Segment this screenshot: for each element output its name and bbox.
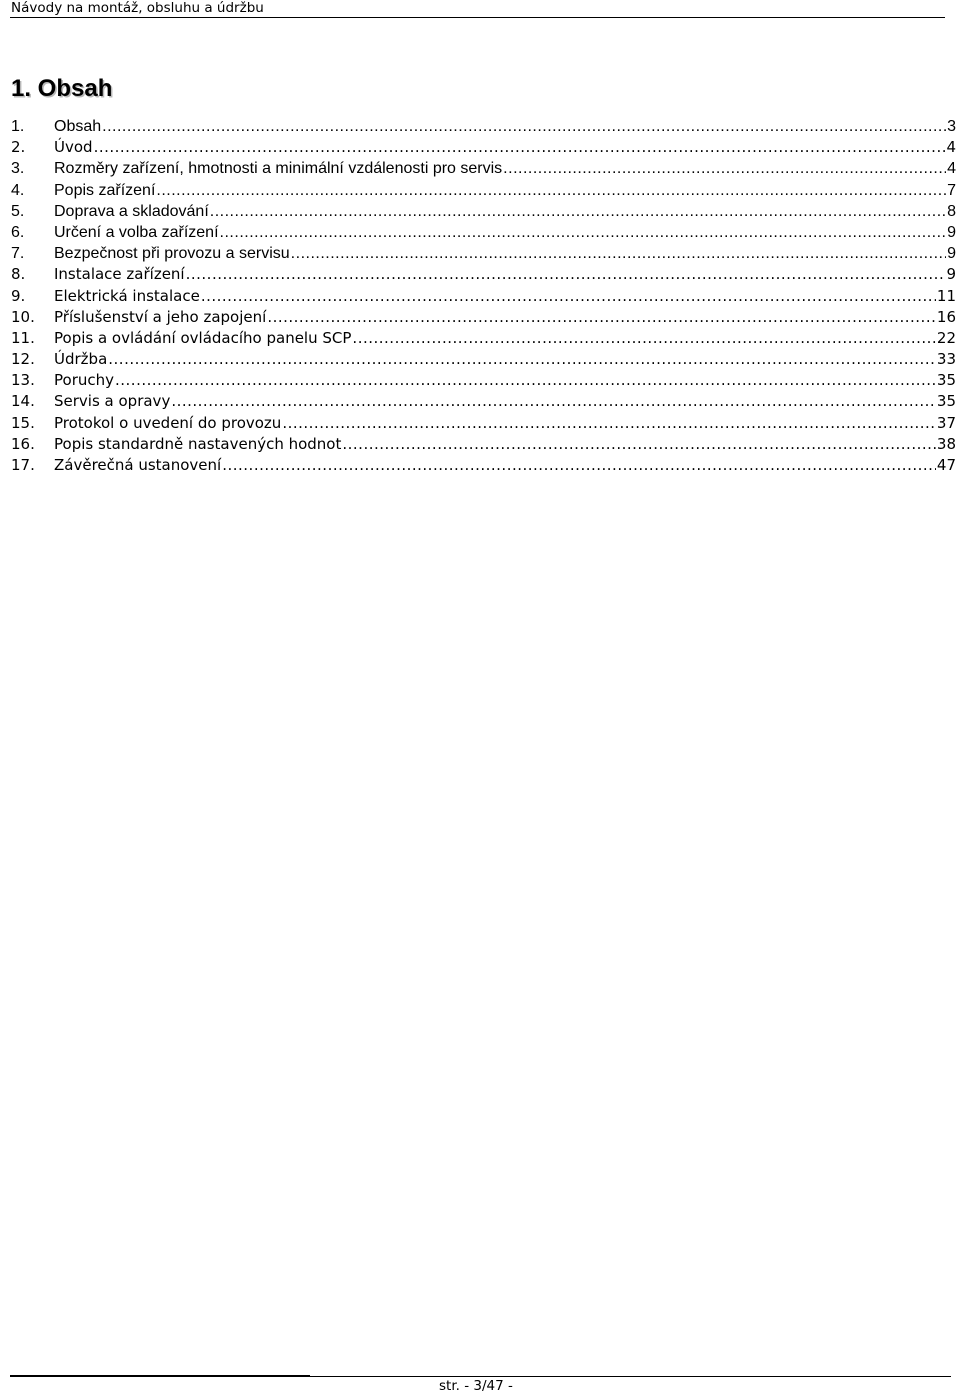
toc-entry-title: Popis standardně nastavených hodnot [54, 434, 342, 453]
toc-entry-title: Popis zařízení [54, 181, 156, 199]
running-header: Návody na montáž, obsluhu a údržbu [11, 0, 264, 16]
toc-entry-number: 11. [11, 328, 35, 347]
toc-entry-bezpecnost[interactable] [11, 243, 956, 264]
toc-entry-page: 3 [947, 118, 956, 135]
toc-dot-leader [186, 264, 946, 285]
toc-dot-leader [210, 201, 946, 222]
toc-entry-title: Bezpečnost při provozu a servisu [54, 245, 290, 263]
toc-entry-ovladaci-panel[interactable] [11, 328, 956, 349]
toc-entry-number: 7. [11, 245, 25, 263]
toc-entry-number: 5. [11, 202, 25, 220]
toc-entry-number: 4. [11, 181, 25, 199]
toc-entry-page: 9 [947, 245, 956, 263]
toc-entry-page: 35 [936, 371, 956, 390]
toc-entry-title: Instalace zařízení [54, 265, 185, 284]
toc-entry-uvod[interactable] [11, 137, 956, 158]
toc-entry-title: Obsah [54, 118, 102, 135]
toc-entry-elektricka-instalace[interactable] [11, 286, 956, 307]
toc-entry-number: 16. [11, 434, 35, 453]
toc-entry-udrzba[interactable] [11, 349, 956, 370]
toc-dot-leader [352, 328, 935, 349]
toc-entry-title: Závěrečná ustanovení [54, 456, 222, 474]
toc-entry-doprava[interactable] [11, 201, 956, 222]
toc-dot-leader [156, 180, 946, 201]
toc-entry-page: 22 [936, 328, 956, 347]
toc-entry-title: Poruchy [54, 371, 114, 390]
toc-entry-title: Doprava a skladování [54, 202, 209, 220]
toc-entry-page: 9 [947, 223, 956, 241]
toc-entry-number: 1. [11, 118, 25, 135]
toc-entry-number: 2. [11, 138, 26, 157]
toc-entry-zaverecna-ustanoveni[interactable] [11, 455, 956, 476]
toc-entry-prislusenstvi[interactable] [11, 307, 956, 328]
toc-dot-leader [267, 307, 936, 328]
toc-entry-number: 8. [11, 265, 26, 284]
toc-entry-number: 14. [11, 392, 35, 411]
toc-entry-title: Popis a ovládání ovládacího panelu SCP [54, 328, 352, 347]
toc-entry-number: 6. [11, 223, 25, 241]
toc-entry-rozmery[interactable] [11, 158, 956, 179]
toc-entry-title: Příslušenství a jeho zapojení [54, 307, 267, 326]
toc-entry-number: 12. [11, 350, 35, 369]
toc-entry-title: Rozměry zařízení, hmotnosti a minimální vzdálenosti pro servis [54, 160, 503, 178]
toc-entry-title: Úvod [54, 138, 93, 157]
header-divider [10, 17, 945, 18]
toc-entry-poruchy[interactable] [11, 370, 956, 391]
toc-dot-leader [102, 116, 946, 137]
toc-entry-page: 4 [946, 138, 956, 157]
toc-entry-standardni-hodnoty[interactable] [11, 434, 956, 455]
toc-entry-obsah[interactable] [11, 116, 956, 137]
toc-entry-page: 33 [936, 350, 956, 369]
toc-dot-leader [201, 286, 936, 307]
toc-entry-page: 37 [936, 413, 956, 432]
toc-dot-leader [171, 391, 936, 412]
page-number: str. - 3/47 - [439, 1378, 513, 1394]
toc-entry-number: 9. [11, 286, 26, 305]
toc-entry-popis-zarizeni[interactable] [11, 180, 956, 201]
toc-heading: 1. Obsah [11, 75, 113, 102]
toc-entry-title: Protokol o uvedení do provozu [54, 413, 282, 432]
toc-entry-number: 13. [11, 371, 35, 390]
toc-entry-page: 4 [947, 160, 956, 178]
toc-dot-leader [94, 137, 946, 158]
toc-entry-number: 10. [11, 307, 35, 326]
toc-entry-page: 8 [947, 202, 956, 220]
toc-entry-protokol[interactable] [11, 413, 956, 434]
toc-dot-leader [342, 434, 936, 455]
toc-entry-page: 7 [947, 181, 956, 199]
toc-dot-leader [282, 413, 936, 434]
toc-entry-page: 38 [936, 434, 956, 453]
toc-entry-page: 11 [936, 286, 956, 305]
table-of-contents [11, 116, 956, 476]
toc-entry-instalace[interactable] [11, 264, 956, 285]
toc-dot-leader [115, 370, 936, 391]
toc-entry-page: 47 [936, 456, 956, 474]
toc-entry-title: Elektrická instalace [54, 286, 200, 305]
toc-dot-leader [222, 455, 936, 476]
toc-entry-page: 16 [936, 307, 956, 326]
toc-dot-leader [291, 243, 946, 264]
toc-entry-urceni[interactable] [11, 222, 956, 243]
toc-entry-title: Údržba [54, 350, 108, 369]
toc-entry-number: 15. [11, 413, 35, 432]
toc-entry-number: 3. [11, 160, 25, 178]
toc-entry-number: 17. [11, 456, 35, 474]
toc-dot-leader [108, 349, 936, 370]
toc-dot-leader [503, 158, 946, 179]
toc-entry-title: Servis a opravy [54, 392, 171, 411]
toc-entry-title: Určení a volba zařízení [54, 223, 219, 241]
footer-divider [10, 1376, 951, 1377]
toc-entry-page: 35 [936, 392, 956, 411]
toc-entry-page: 9 [946, 265, 956, 284]
toc-entry-servis[interactable] [11, 391, 956, 412]
toc-dot-leader [220, 222, 947, 243]
